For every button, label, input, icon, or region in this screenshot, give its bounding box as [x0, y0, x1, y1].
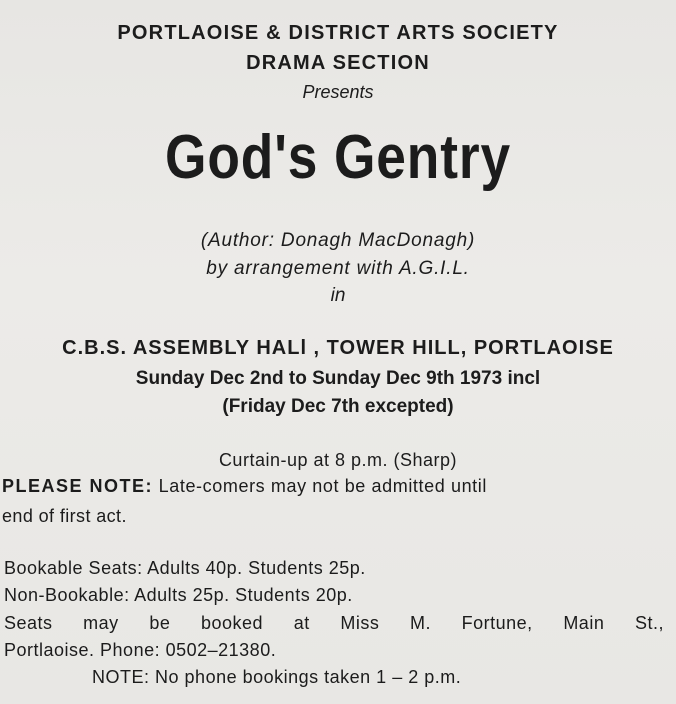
phone-note-label: NOTE: [92, 667, 150, 687]
dates-line: Sunday Dec 2nd to Sunday Dec 9th 1973 incl [135, 368, 541, 389]
bookable-prices: Bookable Seats: Adults 40p. Students 25p. [4, 558, 366, 578]
please-note-text: Late-comers may not be admitted until [158, 476, 487, 496]
section-heading: DRAMA SECTION [246, 52, 430, 74]
please-note-line [2, 476, 676, 497]
please-note-continuation: end of first act. [2, 506, 127, 526]
please-note-label: PLEASE NOTE: [2, 476, 154, 496]
booking-location: Seats may be booked at Miss M. Fortune, Main St., [4, 613, 664, 633]
curtain-time: Curtain-up at 8 p.m. (Sharp) [218, 450, 458, 470]
play-title: God's Gentry [165, 123, 511, 192]
author-credit: (Author: Donagh MacDonagh) [200, 230, 476, 251]
phone-booking-note [92, 667, 676, 688]
venue-line: C.B.S. ASSEMBLY HALl , TOWER HILL, PORTLAOISE [62, 337, 614, 359]
in-text: in [330, 285, 346, 306]
organization-heading: PORTLAOISE & DISTRICT ARTS SOCIETY [117, 22, 559, 44]
arrangement-credit: by arrangement with A.G.I.L. [206, 258, 470, 279]
presents-text: Presents [302, 82, 374, 102]
non-bookable-prices: Non-Bookable: Adults 25p. Students 20p. [4, 585, 353, 605]
booking-phone: Portlaoise. Phone: 0502–21380. [4, 640, 277, 660]
excepted-line: (Friday Dec 7th excepted) [222, 396, 454, 417]
phone-note-text: No phone bookings taken 1 – 2 p.m. [155, 667, 462, 687]
